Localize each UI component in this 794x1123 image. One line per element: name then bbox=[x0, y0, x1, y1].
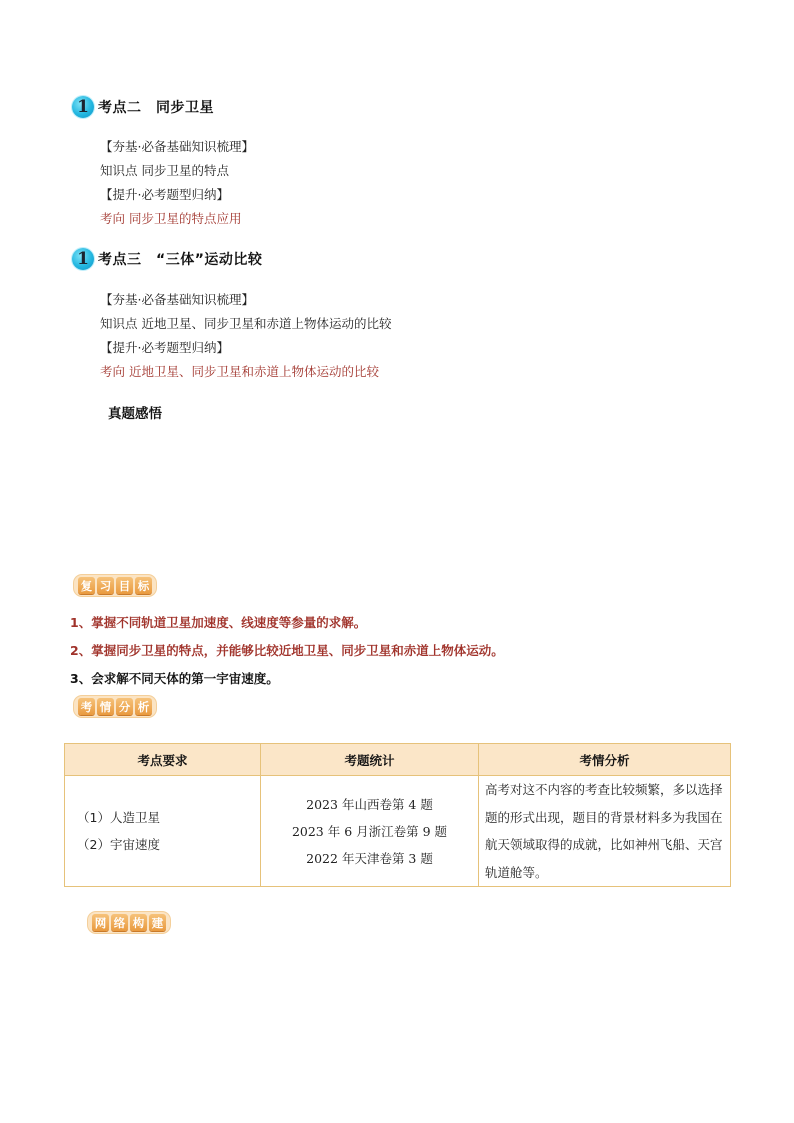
table-row bbox=[65, 776, 731, 887]
tag-char: 分 bbox=[116, 698, 133, 715]
tag-char: 建 bbox=[149, 914, 166, 931]
table-header-cell: 考点要求 bbox=[65, 744, 261, 776]
statistics-item: 2023 年 6 月浙江卷第 9 题 bbox=[291, 823, 448, 839]
section3-heading bbox=[72, 248, 262, 270]
tag-char: 络 bbox=[111, 914, 128, 931]
number-badge-icon: 1 bbox=[72, 248, 94, 270]
section2-improve-label: 【提升·必考题型归纳】 bbox=[100, 187, 229, 202]
tag-char: 目 bbox=[116, 577, 133, 594]
section3-knowledge-point: 知识点 近地卫星、同步卫星和赤道上物体运动的比较 bbox=[100, 316, 392, 331]
analysis-cell: 高考对这不内容的考查比较频繁，多以选择题的形式出现，题目的背景材料多为我国在航天领域取得的成就，比如神州飞船、天宫轨道舱等。 bbox=[479, 776, 731, 887]
section2-knowledge-point: 知识点 同步卫星的特点 bbox=[100, 163, 229, 178]
section3-improve-label: 【提升·必考题型归纳】 bbox=[100, 340, 229, 355]
section3-base-label: 【夯基·必备基础知识梳理】 bbox=[100, 292, 254, 307]
requirement-item: （2）宇宙速度 bbox=[77, 837, 160, 852]
review-goal-item: 1、掌握不同轨道卫星加速度、线速度等参量的求解。 bbox=[70, 615, 367, 630]
number-badge-icon: 1 bbox=[72, 96, 94, 118]
section2-heading bbox=[72, 96, 214, 118]
requirement-item: （1）人造卫星 bbox=[77, 810, 160, 825]
table-header-cell: 考题统计 bbox=[261, 744, 479, 776]
statistics-item: 2022 年天津卷第 3 题 bbox=[306, 850, 433, 866]
exam-analysis-table bbox=[64, 743, 731, 887]
real-questions-heading: 真题感悟 bbox=[108, 406, 162, 422]
section3-direction: 考向 近地卫星、同步卫星和赤道上物体运动的比较 bbox=[100, 364, 379, 379]
tag-char: 考 bbox=[78, 698, 95, 715]
section2-title: 考点二 同步卫星 bbox=[98, 100, 214, 116]
tag-char: 习 bbox=[97, 577, 114, 594]
exam-analysis-tag bbox=[74, 696, 156, 717]
tag-char: 标 bbox=[135, 577, 152, 594]
statistics-item: 2023 年山西卷第 4 题 bbox=[306, 796, 433, 812]
review-goal-item: 2、掌握同步卫星的特点，并能够比较近地卫星、同步卫星和赤道上物体运动。 bbox=[70, 643, 504, 658]
tag-char: 情 bbox=[97, 698, 114, 715]
table-header-row bbox=[65, 744, 731, 776]
tag-char: 构 bbox=[130, 914, 147, 931]
section2-base-label: 【夯基·必备基础知识梳理】 bbox=[100, 139, 254, 154]
section3-title: 考点三 “三体”运动比较 bbox=[98, 252, 263, 268]
statistics-cell bbox=[261, 776, 479, 887]
review-goals-tag bbox=[74, 575, 156, 596]
tag-char: 复 bbox=[78, 577, 95, 594]
tag-char: 析 bbox=[135, 698, 152, 715]
table-header-cell: 考情分析 bbox=[479, 744, 731, 776]
requirements-cell bbox=[65, 776, 261, 887]
network-construction-tag bbox=[88, 912, 170, 933]
review-goal-item: 3、会求解不同天体的第一宇宙速度。 bbox=[70, 671, 279, 686]
tag-char: 网 bbox=[92, 914, 109, 931]
section2-direction: 考向 同步卫星的特点应用 bbox=[100, 211, 242, 226]
